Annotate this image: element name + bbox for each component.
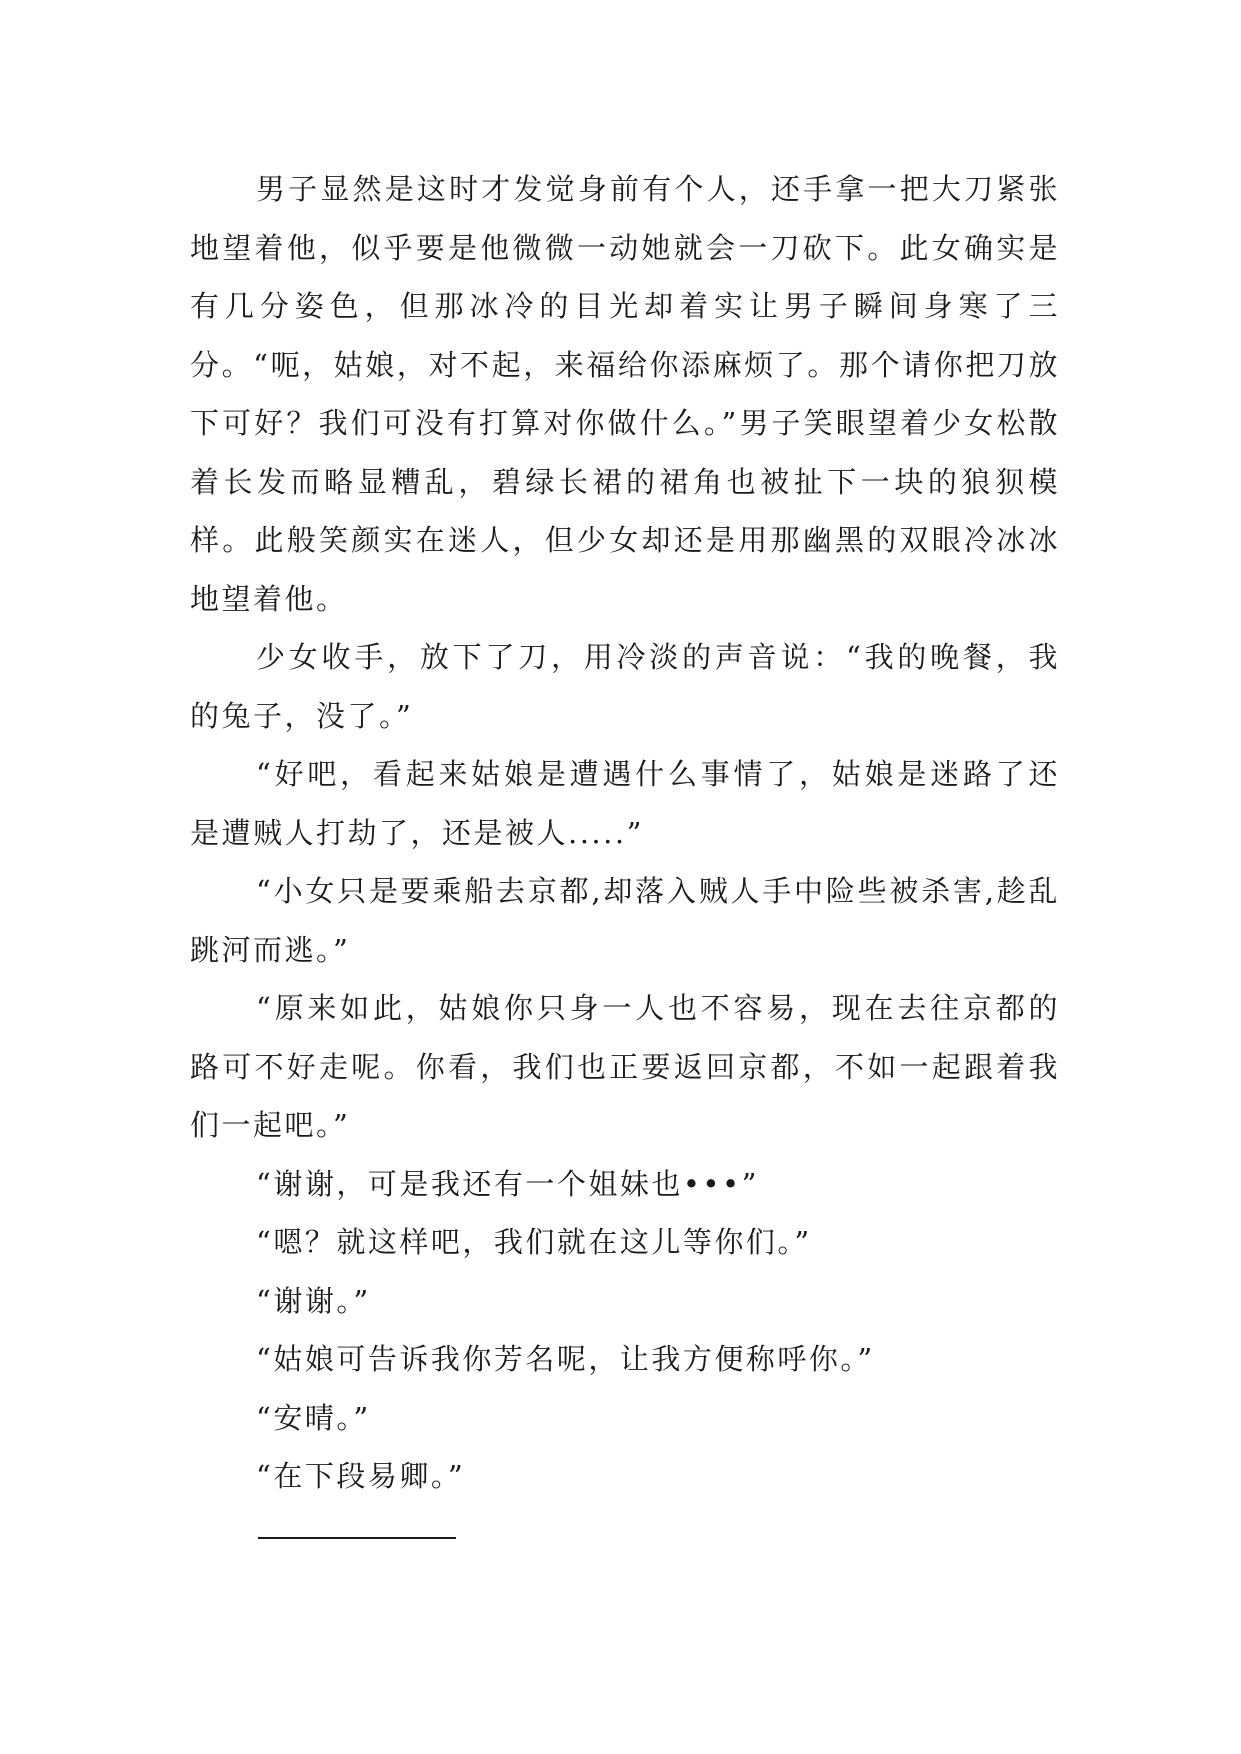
paragraph: “谢谢。” [256,1283,371,1318]
section-separator-line [258,1537,456,1539]
paragraph: “安晴。” [256,1400,371,1435]
paragraph: “在下段易卿。” [256,1459,466,1493]
paragraph: 男子显然是这时才发觉身前有个人，还手拿一把大刀紧张地望着他，似乎要是他微微一动她就会一刀砍下。此女确实是有几分姿色，但那冰冷的目光却着实让男子瞬间身寒了三分。“呃，姑娘，对不起，来福给你添麻烦了。那个请你把刀放下可好？我们可没有打算对你做什么。”男子笑眼望着少女松散着长发而略显糟乱，碧绿长裙的裙角也被扯下一块的狼狈模样。此般笑颜实在迷人，但少女却还是用那幽黑的双眼冷冰冰地望着他。 [190,172,1060,616]
paragraph: “谢谢，可是我还有一个姐妹也•••” [256,1166,759,1201]
paragraph: “好吧，看起来姑娘是遭遇什么事情了，姑娘是迷路了还是遭贼人打劫了，还是被人.....” [190,757,1060,850]
paragraph: “嗯？就这样吧，我们就在这儿等你们。” [256,1225,812,1259]
document-body [190,160,1060,1506]
paragraph: 少女收手，放下了刀，用冷淡的声音说：“我的晚餐，我的兔子，没了。” [190,640,1060,733]
paragraph: “小女只是要乘船去京都,却落入贼人手中险些被杀害,趁乱跳河而逃。” [190,874,1060,967]
paragraph: “姑娘可告诉我你芳名呢，让我方便称呼你。” [256,1342,875,1376]
paragraph: “原来如此，姑娘你只身一人也不容易，现在去往京都的路可不好走呢。你看，我们也正要返回京都，不如一起跟着我们一起吧。” [190,991,1060,1142]
